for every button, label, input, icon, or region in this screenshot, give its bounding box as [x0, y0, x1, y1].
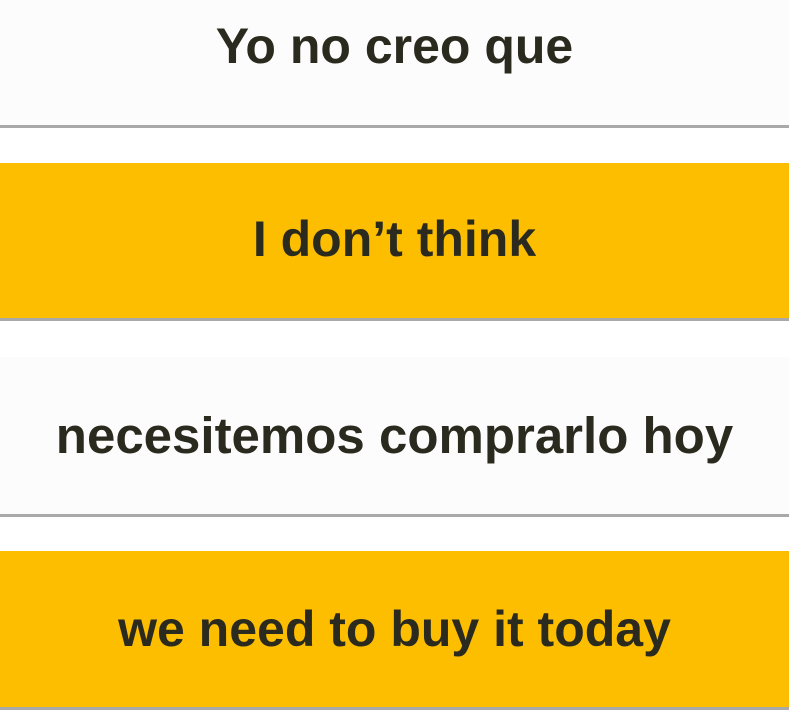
spanish-phrase-card-2[interactable] [0, 357, 789, 517]
card-text: necesitemos comprarlo hoy [55, 407, 734, 464]
spanish-phrase-card-1[interactable] [0, 0, 789, 128]
card-text: we need to buy it today [118, 601, 671, 657]
card-text: Yo no creo que [215, 17, 574, 74]
card-text: I don’t think [252, 210, 537, 267]
english-translation-card-1[interactable] [0, 163, 789, 321]
english-translation-card-2[interactable] [0, 551, 789, 710]
